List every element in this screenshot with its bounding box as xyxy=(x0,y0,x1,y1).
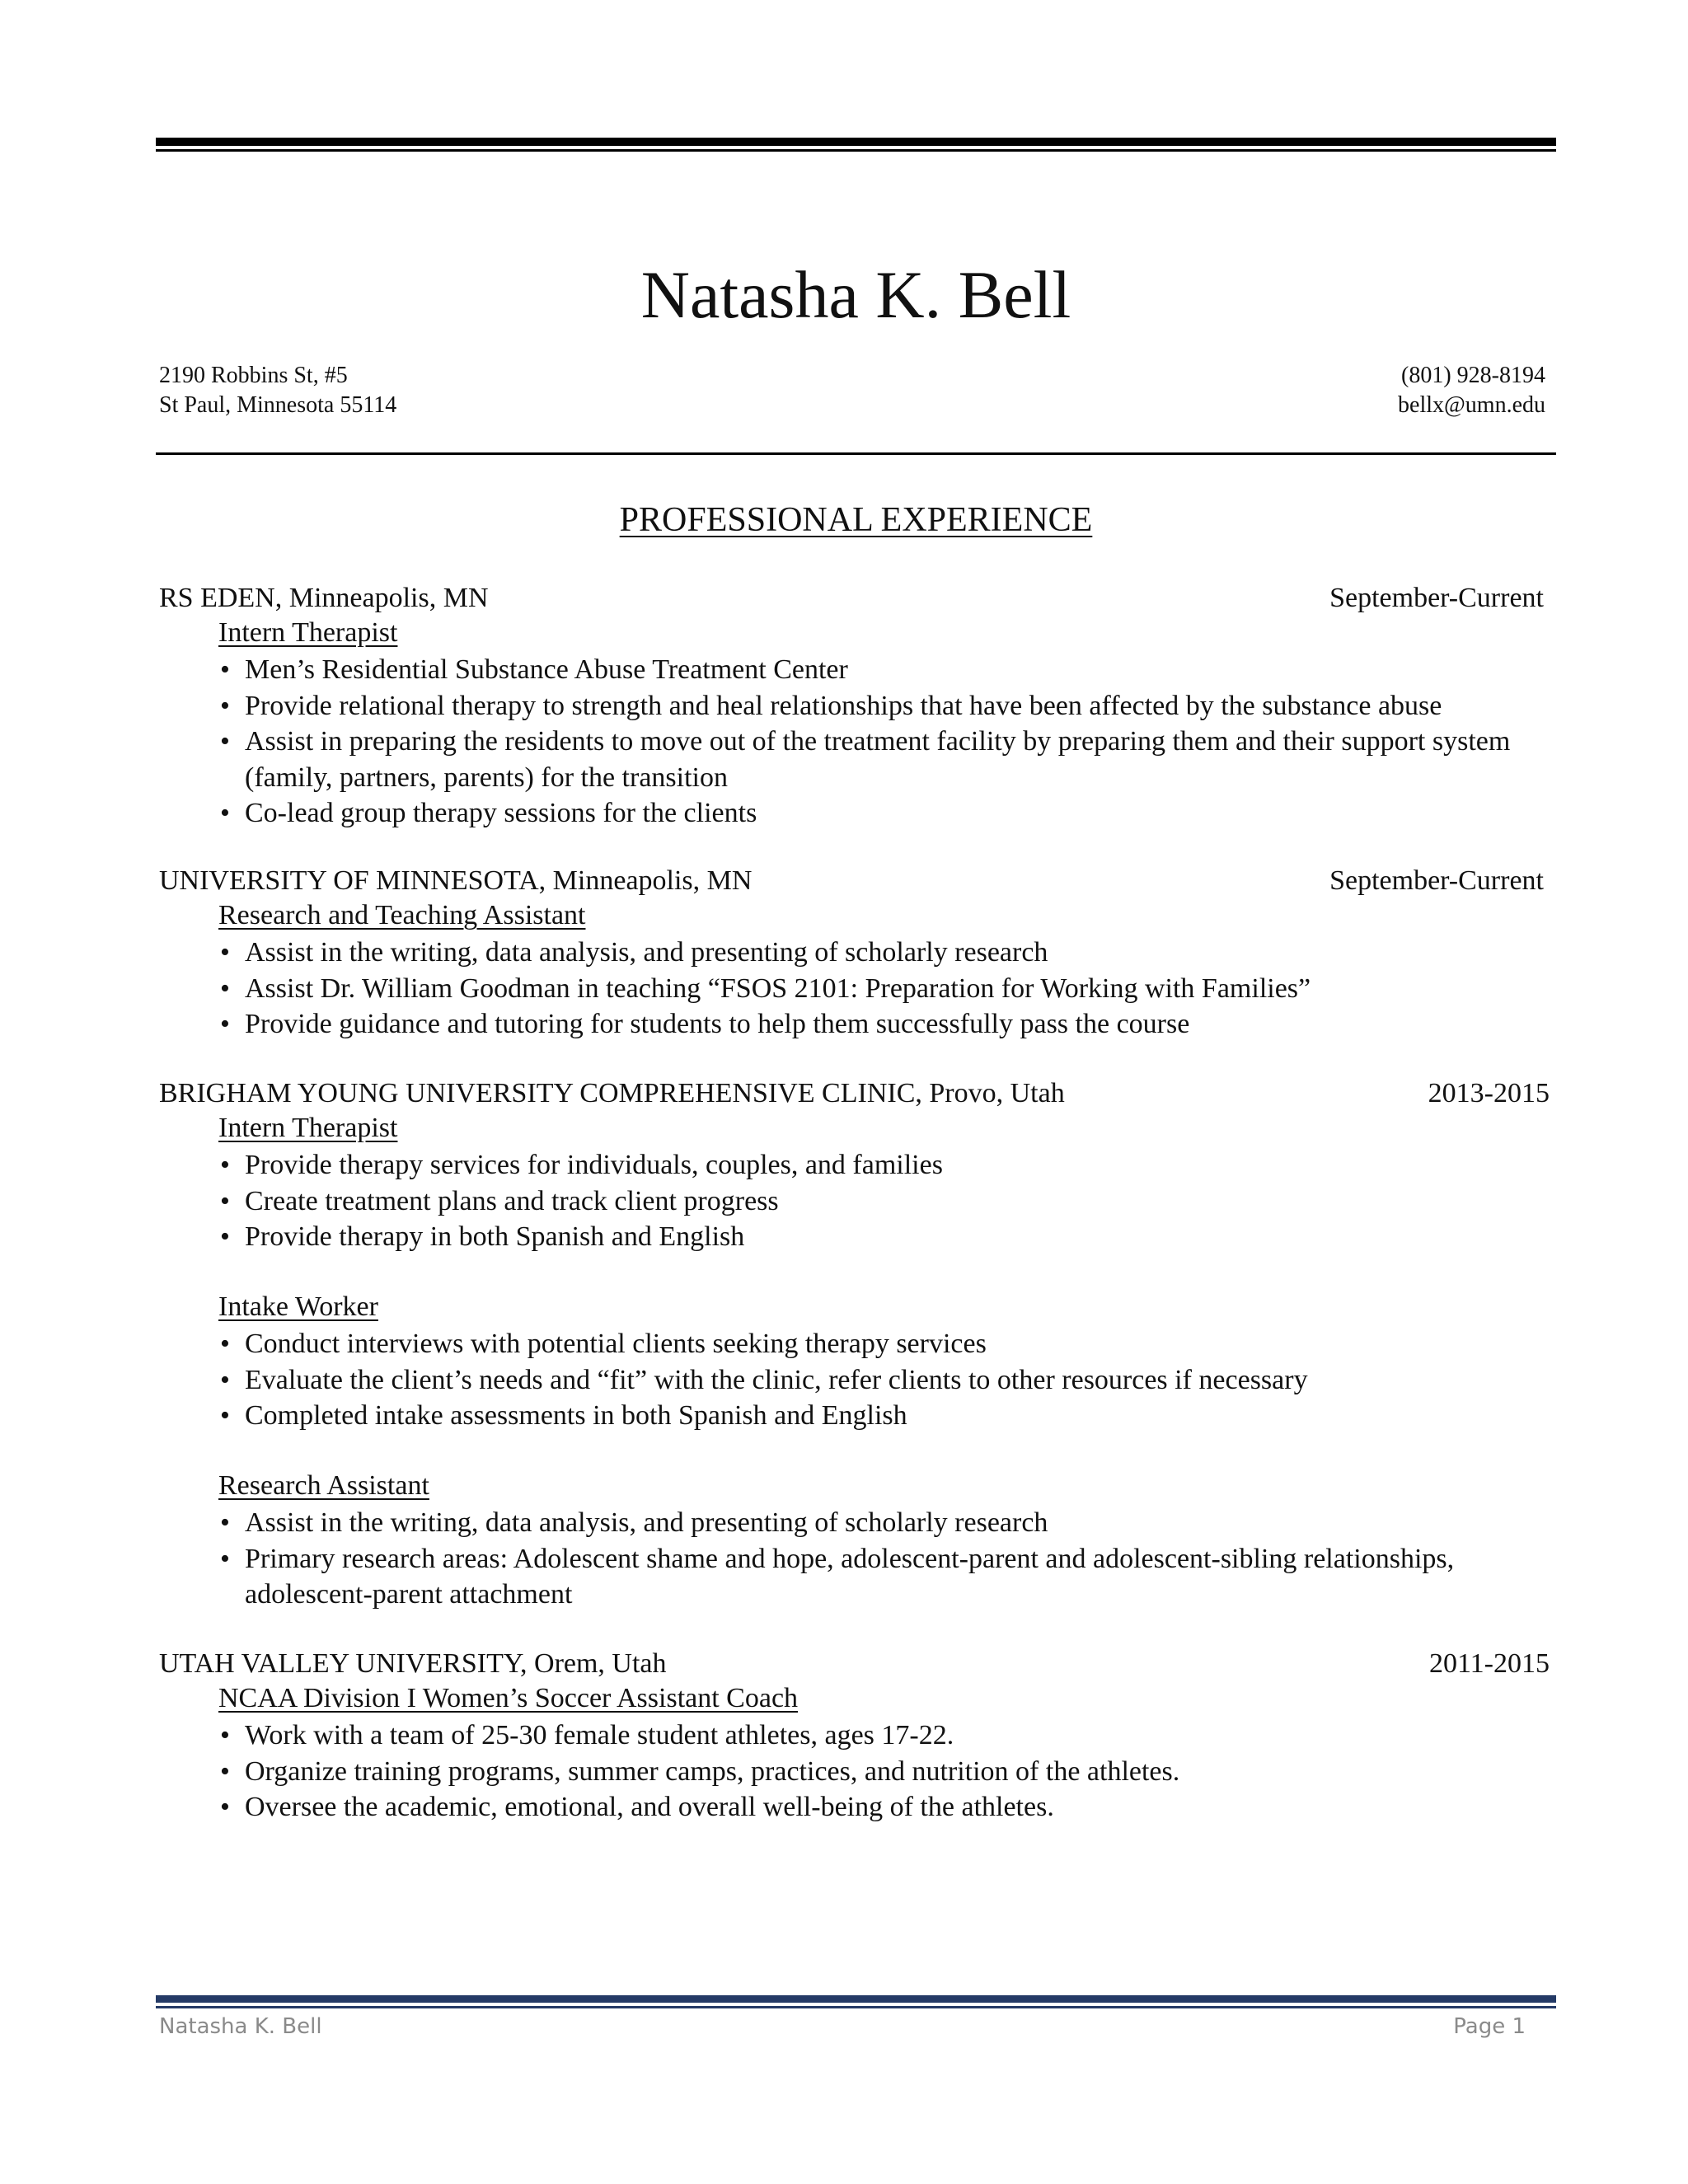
address-line-1: 2190 Robbins St, #5 xyxy=(159,363,348,388)
footer-name: Natasha K. Bell xyxy=(159,2014,322,2039)
section-title-text: PROFESSIONAL EXPERIENCE xyxy=(619,501,1093,539)
list-item: • Co-lead group therapy sessions for the clients xyxy=(218,795,1554,832)
footer-rule xyxy=(156,1995,1556,2003)
list-item: • Primary research areas: Adolescent shame and hope, adolescent-parent and adolescent-sibling relationships, adolescent-parent attachment xyxy=(218,1541,1554,1613)
list-item: • Organize training programs, summer camps, practices, and nutrition of the athletes. xyxy=(218,1754,1554,1790)
candidate-name: Natasha K. Bell xyxy=(640,257,1071,332)
list-item: • Provide therapy services for individuals, couples, and families xyxy=(218,1147,1554,1183)
list-item: • Assist in the writing, data analysis, and presenting of scholarly research xyxy=(218,935,1554,971)
list-item: • Provide relational therapy to strength and heal relationships that have been affected by the substance abuse xyxy=(218,688,1554,724)
employer-umn: UNIVERSITY OF MINNESOTA, Minneapolis, MN xyxy=(159,865,753,896)
list-item: • Create treatment plans and track client progress xyxy=(218,1183,1554,1220)
role-umn: Research and Teaching Assistant xyxy=(218,900,586,930)
address-line-2: St Paul, Minnesota 55114 xyxy=(159,392,397,418)
phone-number: (801) 928-8194 xyxy=(1401,363,1545,388)
list-item: • Men’s Residential Substance Abuse Treatment Center xyxy=(218,652,1554,688)
bullets-byu-research xyxy=(218,1505,1554,1613)
footer-rule-thin xyxy=(156,2006,1556,2008)
bullets-byu-intern xyxy=(218,1147,1554,1255)
list-item: • Evaluate the client’s needs and “fit” with the clinic, refer clients to other resources if necessary xyxy=(218,1362,1554,1399)
list-item: • Assist in the writing, data analysis, and presenting of scholarly research xyxy=(218,1505,1554,1541)
address-block xyxy=(159,361,396,420)
list-item: • Assist Dr. William Goodman in teaching “FSOS 2101: Preparation for Working with Families” xyxy=(218,971,1554,1007)
dates-rs-eden: September-Current xyxy=(1329,583,1544,613)
top-rule-thin xyxy=(156,149,1556,152)
employer-rs-eden: RS EDEN, Minneapolis, MN xyxy=(159,583,489,613)
list-item: • Provide guidance and tutoring for students to help them successfully pass the course xyxy=(218,1006,1554,1043)
section-title xyxy=(156,499,1556,541)
dates-uvu: 2011-2015 xyxy=(1428,1648,1550,1679)
dates-byu-clinic: 2013-2015 xyxy=(1428,1078,1550,1108)
role-rs-eden: Intern Therapist xyxy=(218,617,398,648)
list-item: • Assist in preparing the residents to move out of the treatment facility by preparing them and their support system (family, partners, parents) for the transition xyxy=(218,724,1554,795)
role-byu-intern: Intern Therapist xyxy=(218,1113,398,1143)
bullets-byu-intake xyxy=(218,1326,1554,1434)
list-item: • Oversee the academic, emotional, and overall well-being of the athletes. xyxy=(218,1789,1554,1825)
list-item: • Completed intake assessments in both Spanish and English xyxy=(218,1398,1554,1434)
header-divider xyxy=(156,452,1556,455)
role-byu-intake: Intake Worker xyxy=(218,1291,378,1322)
bullets-uvu xyxy=(218,1718,1554,1825)
employer-uvu: UTAH VALLEY UNIVERSITY, Orem, Utah xyxy=(159,1648,667,1679)
top-rule xyxy=(156,138,1556,146)
page-number: Page 1 xyxy=(1453,2014,1526,2039)
bullets-umn xyxy=(218,935,1554,1043)
bullets-rs-eden xyxy=(218,652,1554,832)
role-byu-research: Research Assistant xyxy=(218,1470,429,1501)
email-address: bellx@umn.edu xyxy=(1398,392,1545,418)
role-uvu: NCAA Division I Women’s Soccer Assistant Coach xyxy=(218,1683,799,1713)
contact-block xyxy=(1398,361,1545,420)
list-item: • Work with a team of 25-30 female student athletes, ages 17-22. xyxy=(218,1718,1554,1754)
dates-umn: September-Current xyxy=(1329,865,1544,896)
employer-byu-clinic: BRIGHAM YOUNG UNIVERSITY COMPREHENSIVE CLINIC, Provo, Utah xyxy=(159,1078,1065,1108)
list-item: • Conduct interviews with potential clients seeking therapy services xyxy=(218,1326,1554,1362)
list-item: • Provide therapy in both Spanish and English xyxy=(218,1219,1554,1255)
